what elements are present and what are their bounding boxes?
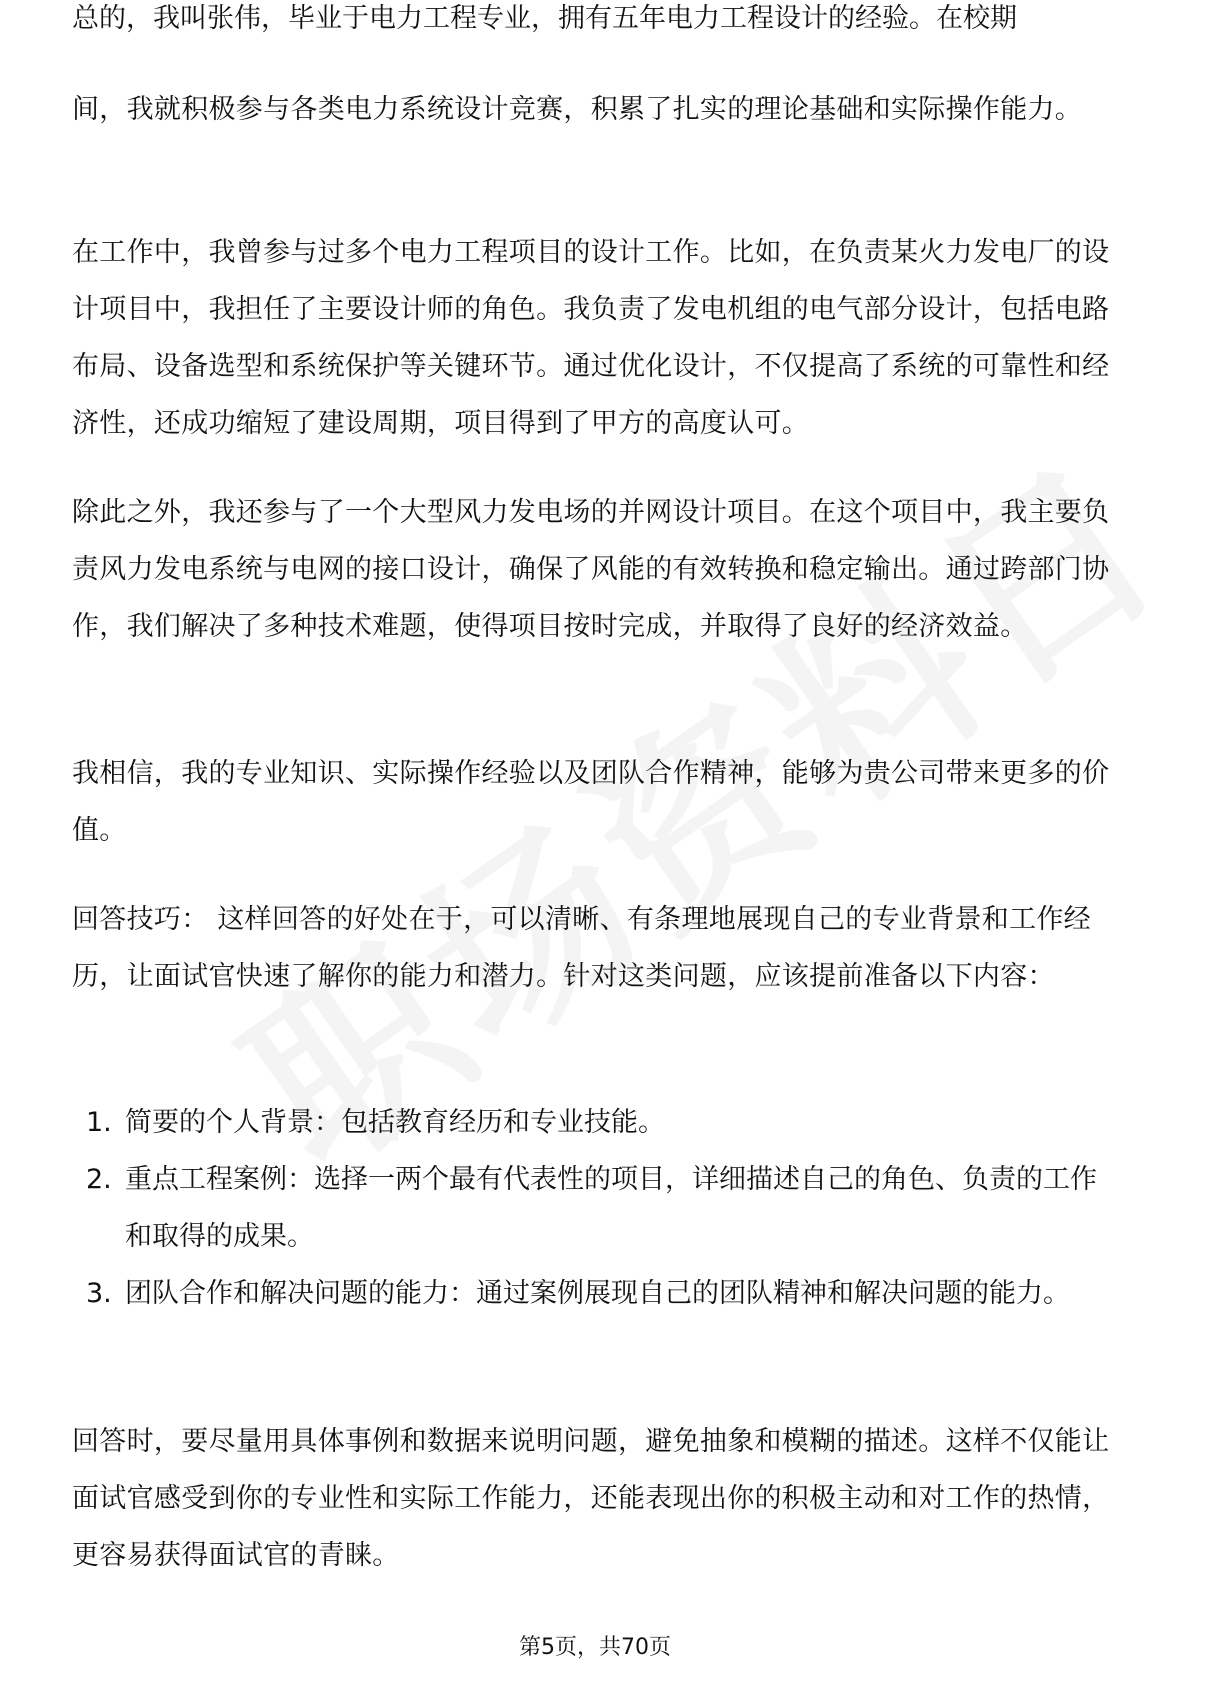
list-item-number: 3. [86, 1278, 112, 1309]
list-item-text: 简要的个人背景：包括教育经历和专业技能。 [125, 1107, 665, 1138]
list-item [72, 1265, 1122, 1322]
list-item-number: 1. [86, 1107, 112, 1138]
paragraph-education: 间，我就积极参与各类电力系统设计竞赛，积累了扎实的理论基础和实际操作能力。 [72, 94, 1083, 125]
paragraph-wind-project: 除此之外，我还参与了一个大型风力发电场的并网设计项目。在这个项目中，我主要负责风力发电系统与电网的接口设计，确保了风能的有效转换和稳定输出。通过跨部门协作，我们解决了多种技术难题，使得项目按时完成，并取得了良好的经济效益。 [72, 497, 1110, 642]
page-number: 第5页，共70页 [519, 1635, 671, 1660]
paragraph-answer-tips: 回答技巧： 这样回答的好处在于，可以清晰、有条理地展现自己的专业背景和工作经历，让面试官快速了解你的能力和潜力。针对这类问题，应该提前准备以下内容： [72, 904, 1091, 992]
cut-off-text: 总的，我叫张伟，毕业于电力工程专业，拥有五年电力工程设计的经验。在校期 [72, 3, 1017, 34]
list-item [72, 1094, 1122, 1151]
cut-off-text-line [72, 3, 1112, 48]
list-item-text: 重点工程案例：选择一两个最有代表性的项目，详细描述自己的角色、负责的工作和取得的成果。 [125, 1164, 1097, 1252]
list-item-text: 团队合作和解决问题的能力：通过案例展现自己的团队精神和解决问题的能力。 [125, 1278, 1070, 1309]
paragraph-work-experience: 在工作中，我曾参与过多个电力工程项目的设计工作。比如，在负责某火力发电厂的设计项目中，我担任了主要设计师的角色。我负责了发电机组的电气部分设计，包括电路布局、设备选型和系统保护等关键环节。通过优化设计，不仅提高了系统的可靠性和经济性，还成功缩短了建设周期，项目得到了甲方的高度认可。 [72, 237, 1110, 439]
tips-list [72, 1094, 1122, 1322]
list-item-number: 2. [86, 1164, 112, 1195]
list-item [72, 1151, 1122, 1265]
paragraph-answer-advice: 回答时，要尽量用具体事例和数据来说明问题，避免抽象和模糊的描述。这样不仅能让面试官感受到你的专业性和实际工作能力，还能表现出你的积极主动和对工作的热情，更容易获得面试官的青睐。 [72, 1426, 1110, 1571]
paragraph-conclusion: 我相信，我的专业知识、实际操作经验以及团队合作精神，能够为贵公司带来更多的价值。 [72, 758, 1110, 846]
